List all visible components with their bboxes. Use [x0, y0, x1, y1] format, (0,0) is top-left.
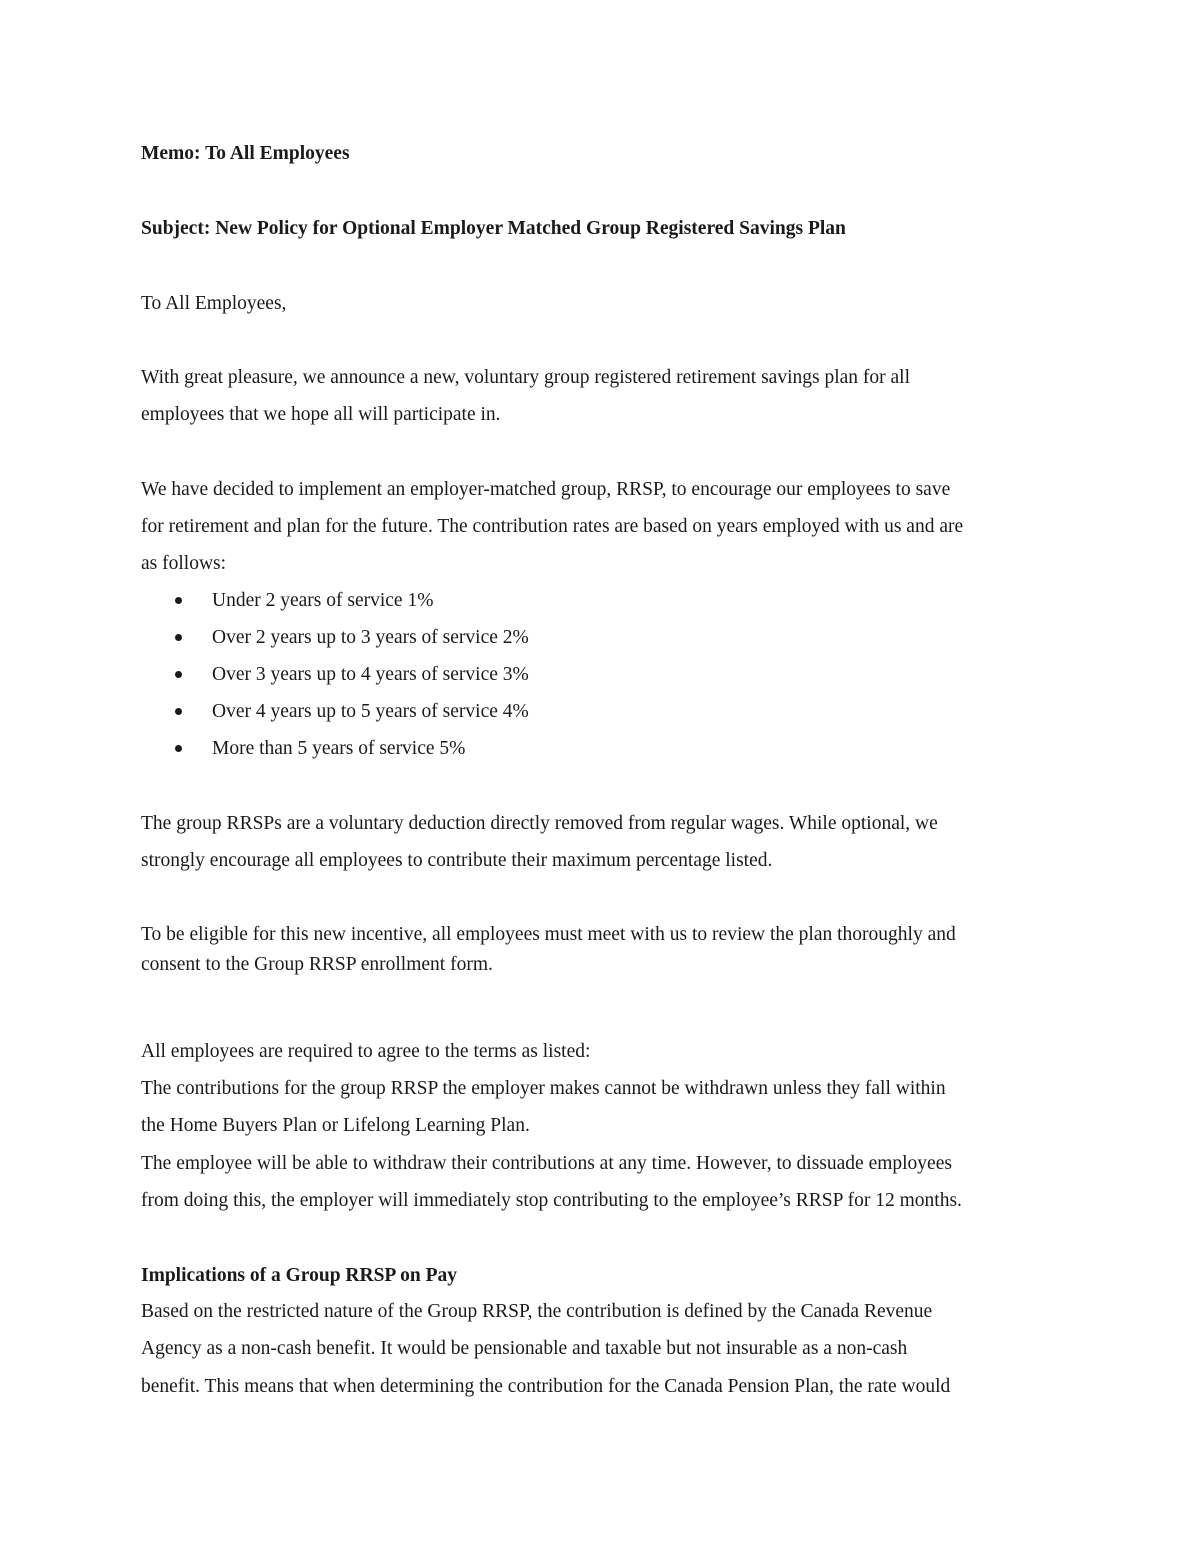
implications-line-1: Based on the restricted nature of the Group RRSP, the contribution is defined by the Canada Revenue [141, 1301, 933, 1322]
rate-text: Over 2 years up to 3 years of service 2% [212, 627, 529, 648]
eligibility-line-1: To be eligible for this new incentive, all employees must meet with us to review the plan thoroughly and [141, 924, 956, 945]
decision-line-2: for retirement and plan for the future. The contribution rates are based on years employed with us and are [141, 516, 964, 537]
terms-line-3: the Home Buyers Plan or Lifelong Learning Plan. [141, 1115, 530, 1136]
terms-line-2: The contributions for the group RRSP the employer makes cannot be withdrawn unless they fall within [141, 1078, 946, 1099]
deduction-line-2: strongly encourage all employees to contribute their maximum percentage listed. [141, 850, 773, 871]
terms-line-1: All employees are required to agree to the terms as listed: [141, 1041, 591, 1062]
implications-line-3: benefit. This means that when determining the contribution for the Canada Pension Plan, the rate would [141, 1376, 951, 1397]
implications-heading: Implications of a Group RRSP on Pay [141, 1265, 458, 1286]
decision-line-1: We have decided to implement an employer-matched group, RRSP, to encourage our employees to save [141, 479, 951, 500]
bullet-icon [175, 745, 182, 752]
intro-line-1: With great pleasure, we announce a new, voluntary group registered retirement savings plan for all [141, 367, 911, 388]
bullet-icon [175, 597, 182, 604]
memo-subject: Subject: New Policy for Optional Employer Matched Group Registered Savings Plan [141, 218, 846, 239]
deduction-line-1: The group RRSPs are a voluntary deduction directly removed from regular wages. While optional, we [141, 813, 938, 834]
rate-text: Over 3 years up to 4 years of service 3% [212, 664, 529, 685]
implications-line-2: Agency as a non-cash benefit. It would be pensionable and taxable but not insurable as a non-cash [141, 1338, 908, 1359]
eligibility-line-2: consent to the Group RRSP enrollment form. [141, 954, 493, 975]
terms-line-4: The employee will be able to withdraw their contributions at any time. However, to dissuade employees [141, 1153, 952, 1174]
bullet-icon [175, 708, 182, 715]
terms-line-5: from doing this, the employer will immediately stop contributing to the employee’s RRSP for 12 months. [141, 1190, 962, 1211]
bullet-icon [175, 634, 182, 641]
bullet-icon [175, 671, 182, 678]
memo-title: Memo: To All Employees [141, 143, 350, 164]
rate-text: Under 2 years of service 1% [212, 590, 434, 611]
decision-line-3: as follows: [141, 553, 227, 574]
rate-text: More than 5 years of service 5% [212, 738, 466, 759]
salutation: To All Employees, [141, 293, 287, 314]
intro-line-2: employees that we hope all will participate in. [141, 404, 501, 425]
rate-text: Over 4 years up to 5 years of service 4% [212, 701, 529, 722]
